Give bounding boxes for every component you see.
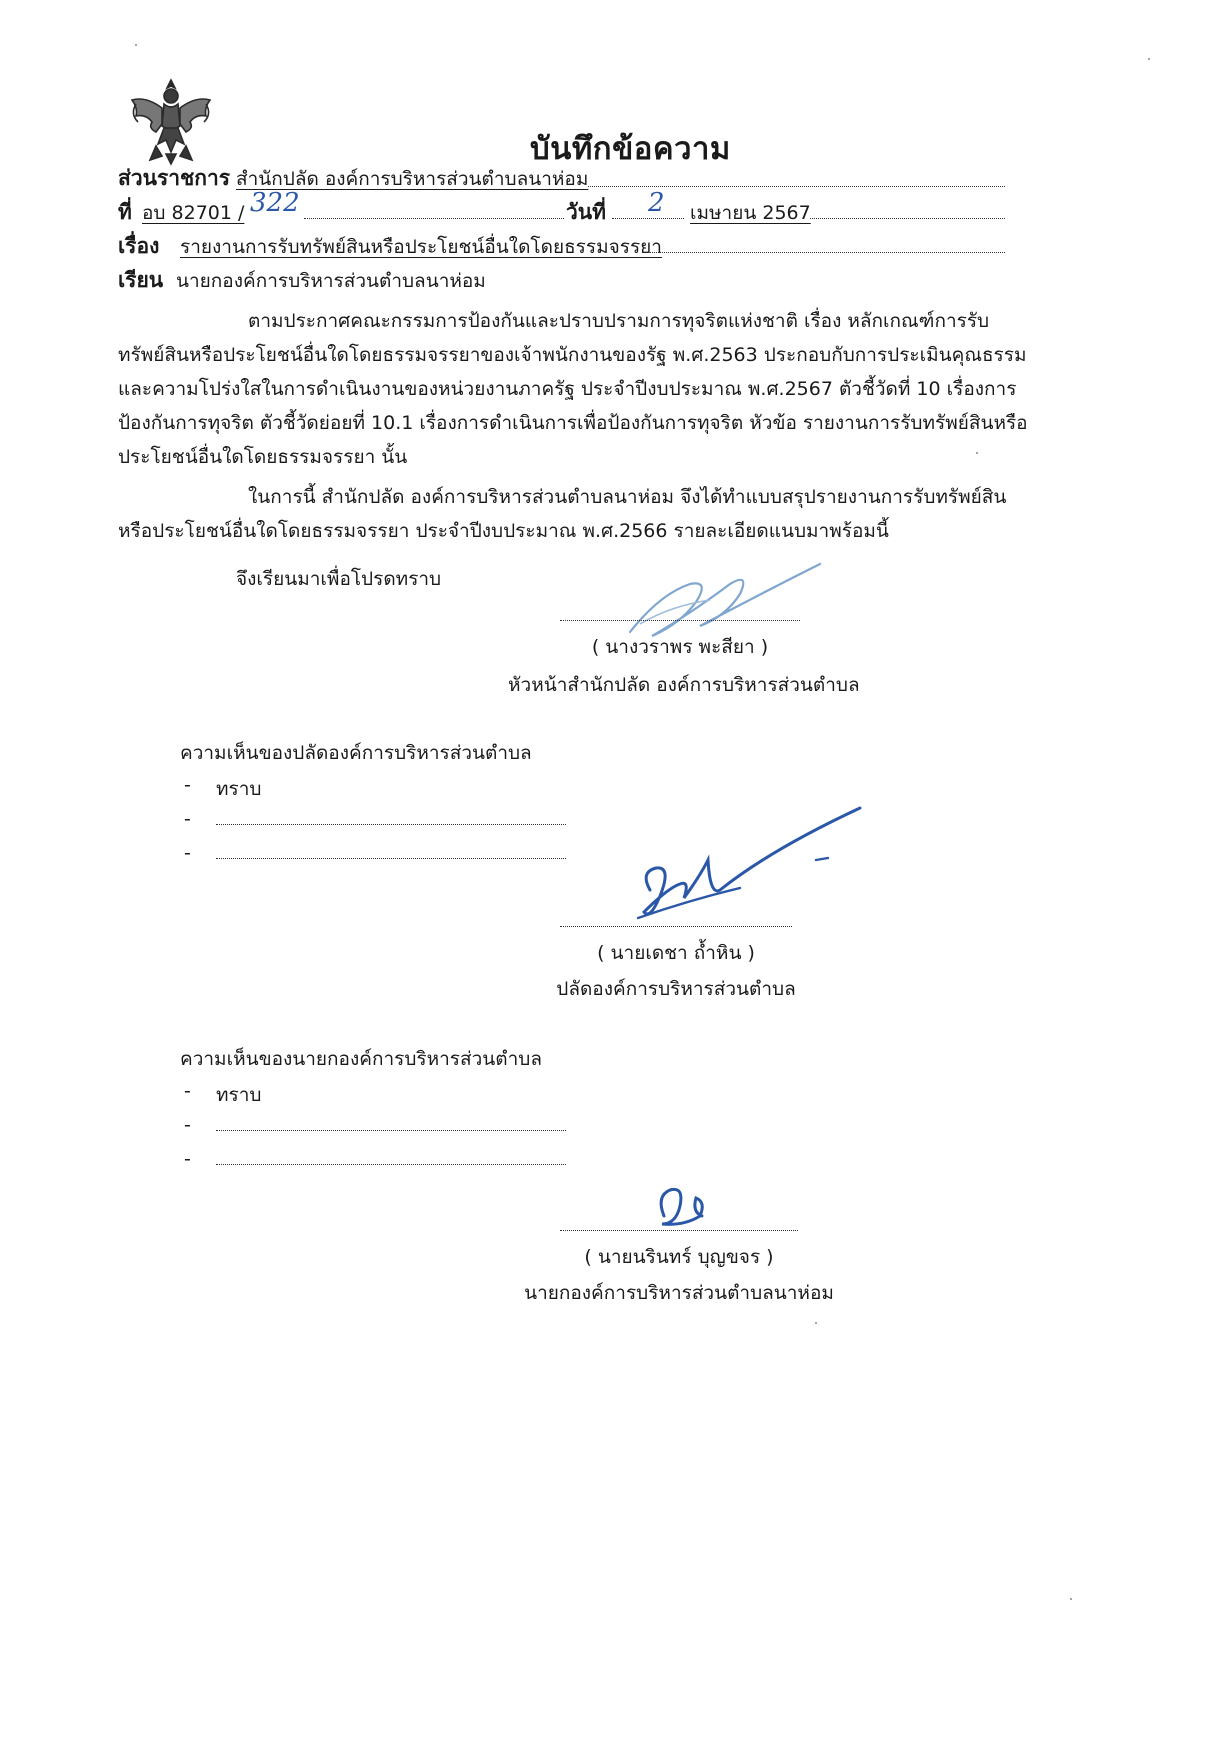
signature-2-dotline — [560, 926, 792, 927]
date-label: วันที่ — [566, 200, 606, 224]
ref-prefix: อบ 82701 / — [142, 202, 245, 224]
opinion-1-item-1: ทราบ — [216, 778, 262, 800]
opinion-1-heading: ความเห็นของปลัดองค์การบริหารส่วนตำบล — [180, 742, 532, 764]
department-label: ส่วนราชการ — [118, 166, 231, 190]
opinion-1-dash-2: - — [184, 808, 191, 830]
para1-line-4: ป้องกันการทุจริต ตัวชี้วัดย่อยที่ 10.1 เรื่องการดำเนินการเพื่อป้องกันการทุจริต หัวข้อ รายงานการรับทรัพย์สินหรือ — [118, 412, 1028, 434]
opinion-1-blank-line-2 — [216, 824, 566, 825]
garuda-emblem-icon — [126, 74, 216, 166]
para1-line-3: และความโปร่งใสในการดำเนินงานของหน่วยงานภาครัฐ ประจำปีงบประมาณ พ.ศ.2567 ตัวชี้วัดที่ 10 เรื่องการ — [118, 378, 1017, 400]
ref-dotline — [304, 218, 564, 219]
opinion-2-blank-line-2 — [216, 1130, 566, 1131]
department-dotline — [588, 186, 1005, 187]
para1-line-5: ประโยชน์อื่นใดโดยธรรมจรรยา นั้น — [118, 446, 408, 468]
signer-2-name: ( นายเดชา ถ้ำหิน ) — [597, 942, 755, 964]
para1-line-2: ทรัพย์สินหรือประโยชน์อื่นใดโดยธรรมจรรยาของเจ้าพนักงานของรัฐ พ.ศ.2563 ประกอบกับการประเมินคุณธรรม — [118, 344, 1027, 366]
subject-dotline — [642, 252, 1005, 253]
opinion-2-dash-2: - — [184, 1114, 191, 1136]
signer-2-position: ปลัดองค์การบริหารส่วนตำบล — [556, 978, 796, 1000]
ref-label: ที่ — [118, 200, 132, 224]
signature-1-scribble — [600, 554, 830, 644]
department-value: สำนักปลัด องค์การบริหารส่วนตำบลนาห่อม — [236, 168, 589, 190]
opinion-2-dash-3: - — [184, 1148, 191, 1170]
signature-2-scribble — [620, 800, 870, 930]
opinion-2-heading: ความเห็นของนายกองค์การบริหารส่วนตำบล — [180, 1048, 542, 1070]
opinion-1-dash-3: - — [184, 842, 191, 864]
ref-handwritten-number: 322 — [250, 188, 300, 218]
date-trailing-dotline — [810, 218, 1005, 219]
para2-line-1: ในการนี้ สำนักปลัด องค์การบริหารส่วนตำบลนาห่อม จึงได้ทำแบบสรุปรายงานการรับทรัพย์สิน — [248, 486, 1007, 508]
opinion-2-item-1: ทราบ — [216, 1084, 262, 1106]
date-handwritten-day: 2 — [648, 188, 665, 218]
opinion-1-blank-line-3 — [216, 858, 566, 859]
signer-3-position: นายกองค์การบริหารส่วนตำบลนาห่อม — [524, 1282, 834, 1304]
signer-3-name: ( นายนรินทร์ บุญขจร ) — [584, 1246, 774, 1268]
signer-1-position: หัวหน้าสำนักปลัด องค์การบริหารส่วนตำบล — [508, 674, 860, 696]
closing-text: จึงเรียนมาเพื่อโปรดทราบ — [236, 568, 442, 590]
signature-3-dotline — [560, 1230, 798, 1231]
signature-1-dotline — [560, 620, 800, 621]
subject-label: เรื่อง — [118, 234, 160, 258]
subject-value: รายงานการรับทรัพย์สินหรือประโยชน์อื่นใดโดยธรรมจรรยา — [180, 236, 662, 258]
opinion-2-blank-line-3 — [216, 1164, 566, 1165]
para2-line-2: หรือประโยชน์อื่นใดโดยธรรมจรรยา ประจำปีงบประมาณ พ.ศ.2566 รายละเอียดแนบมาพร้อมนี้ — [118, 520, 889, 542]
to-value: นายกองค์การบริหารส่วนตำบลนาห่อม — [176, 270, 486, 292]
to-label: เรียน — [118, 268, 164, 292]
opinion-1-dash-1: - — [184, 774, 191, 796]
page-title: บันทึกข้อความ — [530, 131, 731, 167]
date-dotline — [612, 218, 684, 219]
signer-1-name: ( นางวราพร พะสียา ) — [591, 636, 769, 658]
opinion-2-dash-1: - — [184, 1080, 191, 1102]
para1-line-1: ตามประกาศคณะกรรมการป้องกันและปราบปรามการทุจริตแห่งชาติ เรื่อง หลักเกณฑ์การรับ — [248, 310, 990, 332]
date-month-year: เมษายน 2567 — [690, 202, 811, 224]
signature-3-scribble — [640, 1176, 720, 1236]
